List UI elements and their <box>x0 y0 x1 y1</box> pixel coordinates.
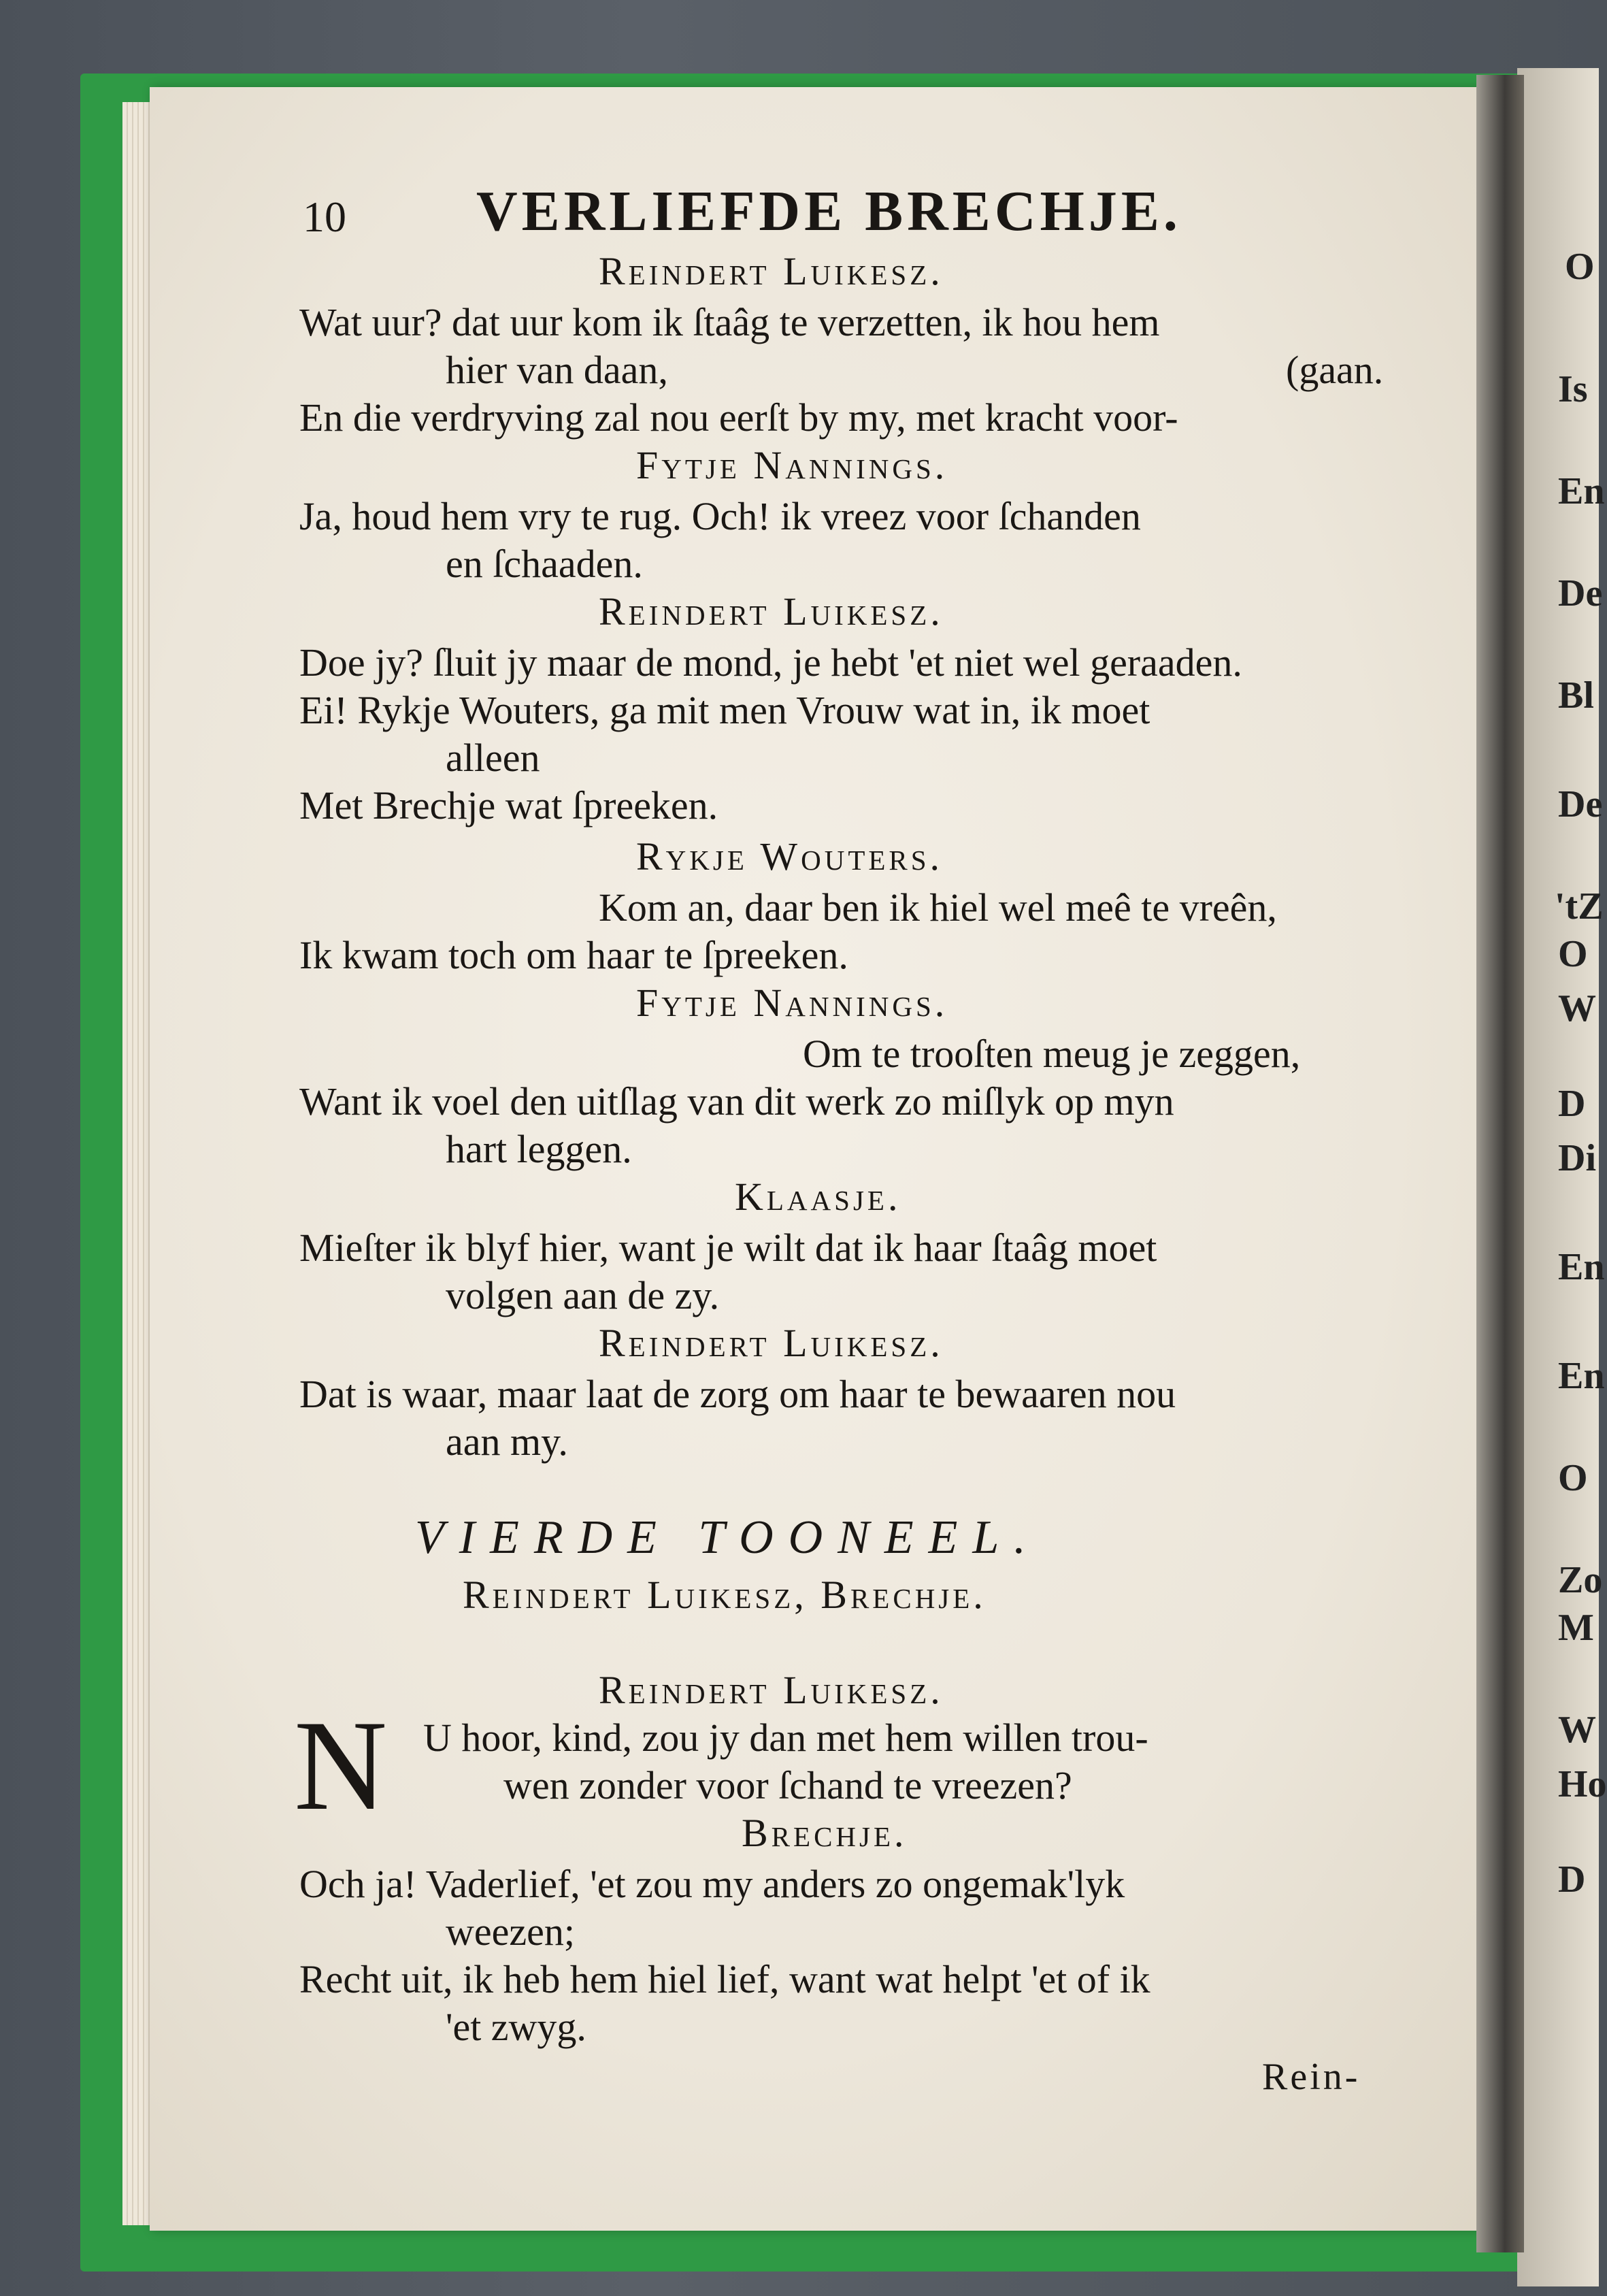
verse-line: Ik kwam toch om haar te ſpreeken. <box>299 933 848 977</box>
adjacent-fragment: Zo <box>1558 1559 1603 1601</box>
verse-line: 'et zwyg. <box>446 2005 586 2049</box>
adjacent-fragment: O <box>1565 246 1595 288</box>
speaker-name: Reindert Luikesz. <box>599 1668 944 1712</box>
scene-title: VIERDE TOONEEL. <box>415 1511 1041 1564</box>
speaker-name: Reindert Luikesz. <box>599 589 944 634</box>
verse-line: Want ik voel den uitſlag van dit werk zo miſlyk op myn <box>299 1079 1174 1124</box>
speaker-name: Reindert Luikesz. <box>599 249 944 293</box>
verse-line: Mieſter ik blyf hier, want je wilt dat ik haar ſtaâg moet <box>299 1226 1157 1270</box>
page-number: 10 <box>303 193 346 241</box>
verse-line: aan my. <box>446 1420 568 1464</box>
verse-line: hier van daan, <box>446 348 668 392</box>
running-head: VERLIEFDE BRECHJE. <box>476 180 1182 243</box>
verse-line: (gaan. <box>1286 348 1384 392</box>
verse-line: Recht uit, ik heb hem hiel lief, want wat helpt 'et of ik <box>299 1957 1150 2001</box>
adjacent-fragment: Is <box>1558 368 1588 410</box>
speaker-name: Rykje Wouters. <box>636 834 944 879</box>
adjacent-fragment: De <box>1558 783 1603 825</box>
adjacent-fragment: De <box>1558 572 1603 614</box>
verse-line: Om te trooſten meug je zeggen, <box>803 1032 1301 1076</box>
speaker-name: Reindert Luikesz. <box>599 1321 944 1365</box>
adjacent-fragment: Di <box>1558 1137 1596 1179</box>
verse-line: wen zonder voor ſchand te vreezen? <box>503 1763 1072 1807</box>
verse-line: En die verdryving zal nou eerſt by my, met kracht voor- <box>299 395 1178 440</box>
speaker-name: Klaasje. <box>735 1175 901 1219</box>
adjacent-fragment: En <box>1558 470 1605 512</box>
verse-line: Och ja! Vaderlief, 'et zou my anders zo ongemak'lyk <box>299 1862 1125 1906</box>
verse-line: Ja, houd hem vry te rug. Och! ik vreez voor ſchanden <box>299 494 1141 538</box>
speaker-name: Fytje Nannings. <box>636 981 948 1025</box>
verse-line: en ſchaaden. <box>446 542 643 586</box>
adjacent-fragment: 'tZ <box>1555 885 1604 928</box>
speaker-name: Fytje Nannings. <box>636 443 948 487</box>
verse-line: hart leggen. <box>446 1127 632 1171</box>
verse-line: Doe jy? ſluit jy maar de mond, je hebt 'et niet wel geraaden. <box>299 640 1242 685</box>
adjacent-fragment: O <box>1558 933 1588 975</box>
adjacent-fragment: W <box>1558 987 1596 1030</box>
adjacent-fragment: En <box>1558 1246 1605 1288</box>
verse-line: Kom an, daar ben ik hiel wel meê te vreên, <box>599 885 1277 930</box>
drop-cap: N <box>294 1694 388 1837</box>
verse-line: U hoor, kind, zou jy dan met hem willen trou- <box>423 1716 1148 1760</box>
speaker-name: Brechje. <box>742 1811 908 1855</box>
verse-line: Dat is waar, maar laat de zorg om haar te bewaaren nou <box>299 1372 1176 1416</box>
verse-line: Wat uur? dat uur kom ik ſtaâg te verzetten, ik hou hem <box>299 300 1160 344</box>
verse-line: volgen aan de zy. <box>446 1273 720 1317</box>
verse-line: Ei! Rykje Wouters, ga mit men Vrouw wat in, ik moet <box>299 688 1150 732</box>
adjacent-fragment: Bl <box>1558 674 1594 717</box>
adjacent-fragment: D <box>1558 1083 1586 1125</box>
adjacent-fragment: O <box>1558 1457 1588 1499</box>
catchword: Rein- <box>1262 2056 1361 2098</box>
book-gutter <box>1476 75 1524 2252</box>
verse-line: Met Brechje wat ſpreeken. <box>299 783 718 827</box>
adjacent-fragment: M <box>1558 1607 1594 1649</box>
adjacent-fragment: Ho <box>1558 1763 1607 1805</box>
verse-line: alleen <box>446 736 540 780</box>
scene-characters: Reindert Luikesz, Brechje. <box>463 1573 987 1617</box>
adjacent-fragment: W <box>1558 1709 1596 1751</box>
adjacent-fragment: D <box>1558 1858 1586 1901</box>
adjacent-fragment: En <box>1558 1355 1605 1397</box>
verse-line: weezen; <box>446 1909 575 1954</box>
